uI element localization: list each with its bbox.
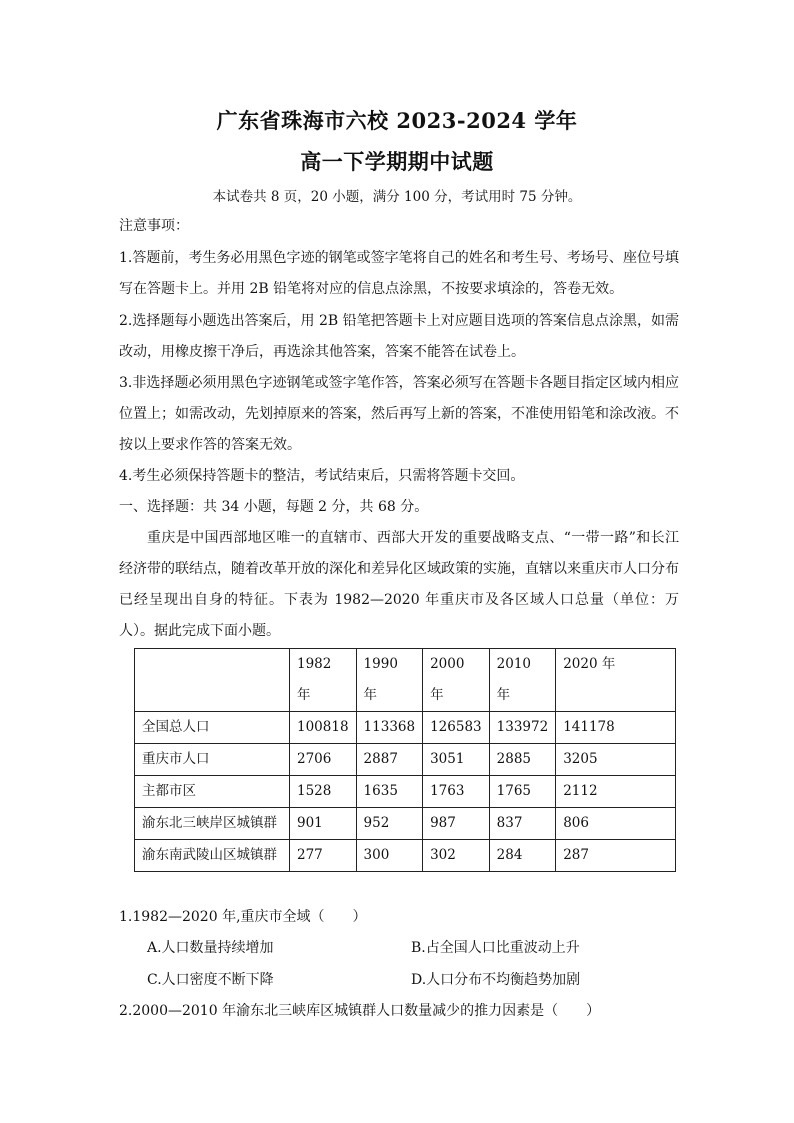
question-1-option-a: A.人口数量持续增加	[147, 940, 274, 956]
table-cell: 2885	[489, 744, 556, 776]
table-cell: 141178	[556, 712, 676, 744]
table-cell	[135, 649, 290, 712]
table-cell: 100818	[290, 712, 357, 744]
table-cell: 837	[489, 808, 556, 840]
notes-heading: 注意事项：	[119, 218, 189, 234]
table-cell: 1982 年	[290, 649, 357, 712]
exam-title-line1: 广东省珠海市六校 2023-2024 学年	[216, 108, 578, 133]
table-cell: 1765	[489, 776, 556, 808]
table-cell: 全国总人口	[135, 712, 290, 744]
table-row	[135, 744, 676, 776]
table-cell: 284	[489, 840, 556, 872]
table-cell: 渝东南武陵山区城镇群	[135, 840, 290, 872]
table-row	[135, 808, 676, 840]
table-cell: 987	[423, 808, 490, 840]
table-row	[135, 776, 676, 808]
table-cell: 2020 年	[556, 649, 676, 712]
exam-title-line2: 高一下学期期中试题	[300, 149, 494, 174]
note-item-4: 4.考生必须保持答题卡的整洁，考试结束后，只需将答题卡交回。	[119, 468, 525, 484]
table-cell: 113368	[356, 712, 423, 744]
question-2-stem: 2.2000—2010 年渝东北三峡库区城镇群人口数量减少的推力因素是（ ）	[119, 1003, 601, 1019]
table-cell: 1763	[423, 776, 490, 808]
table-cell: 287	[556, 840, 676, 872]
table-cell: 277	[290, 840, 357, 872]
table-cell: 2010 年	[489, 649, 556, 712]
table-cell: 133972	[489, 712, 556, 744]
section-heading: 一、选择题：共 34 小题，每题 2 分，共 68 分。	[119, 499, 429, 515]
table-cell: 302	[423, 840, 490, 872]
table-cell: 300	[356, 840, 423, 872]
table-cell: 1990 年	[356, 649, 423, 712]
question-1-option-b: B.占全国人口比重波动上升	[411, 940, 580, 956]
table-cell: 2112	[556, 776, 676, 808]
table-cell: 3051	[423, 744, 490, 776]
note-item-3: 3.非选择题必须用黑色字迹钢笔或签字笔作答，答案必须写在答题卡各题目指定区域内相应位置上；如需改动，先划掉原来的答案，然后再写上新的答案，不准使用铅笔和涂改液。不按以上要求作答的答案无效。	[119, 375, 679, 453]
passage: 重庆是中国西部地区唯一的直辖市、西部大开发的重要战略支点、“一带一路”和长江经济带的联结点，随着改革开放的深化和差异化区域政策的实施，直辖以来重庆市人口分布已经呈现出自身的特征。下表为 1982—2020 年重庆市及各区域人口总量（单位：万人）。据此完成下面小题。	[119, 530, 679, 639]
table-cell: 渝东北三峡岸区城镇群	[135, 808, 290, 840]
question-1-option-d: D.人口分布不均衡趋势加剧	[411, 972, 581, 988]
table-cell: 1635	[356, 776, 423, 808]
table-row	[135, 712, 676, 744]
exam-subtitle: 本试卷共 8 页，20 小题，满分 100 分，考试用时 75 分钟。	[212, 189, 582, 205]
table-row	[135, 840, 676, 872]
table-cell: 重庆市人口	[135, 744, 290, 776]
table-cell: 2706	[290, 744, 357, 776]
table-cell: 1528	[290, 776, 357, 808]
table-cell: 126583	[423, 712, 490, 744]
question-1-option-c: C.人口密度不断下降	[147, 972, 274, 988]
table-header-row	[135, 649, 676, 712]
table-cell: 901	[290, 808, 357, 840]
note-item-1: 1.答题前，考生务必用黑色字迹的钢笔或签字笔将自己的姓名和考生号、考场号、座位号填写在答题卡上。并用 2B 铅笔将对应的信息点涂黑，不按要求填涂的，答卷无效。	[119, 250, 679, 297]
table-cell: 主都市区	[135, 776, 290, 808]
population-table	[134, 648, 676, 872]
table-cell: 2000 年	[423, 649, 490, 712]
table-cell: 2887	[356, 744, 423, 776]
table-cell: 952	[356, 808, 423, 840]
note-item-2: 2.选择题每小题选出答案后，用 2B 铅笔把答题卡上对应题目选项的答案信息点涂黑，如需改动，用橡皮擦干净后，再选涂其他答案，答案不能答在试卷上。	[119, 313, 679, 360]
question-1-stem: 1.1982—2020 年,重庆市全域（ ）	[119, 909, 367, 925]
table-cell: 3205	[556, 744, 676, 776]
table-cell: 806	[556, 808, 676, 840]
